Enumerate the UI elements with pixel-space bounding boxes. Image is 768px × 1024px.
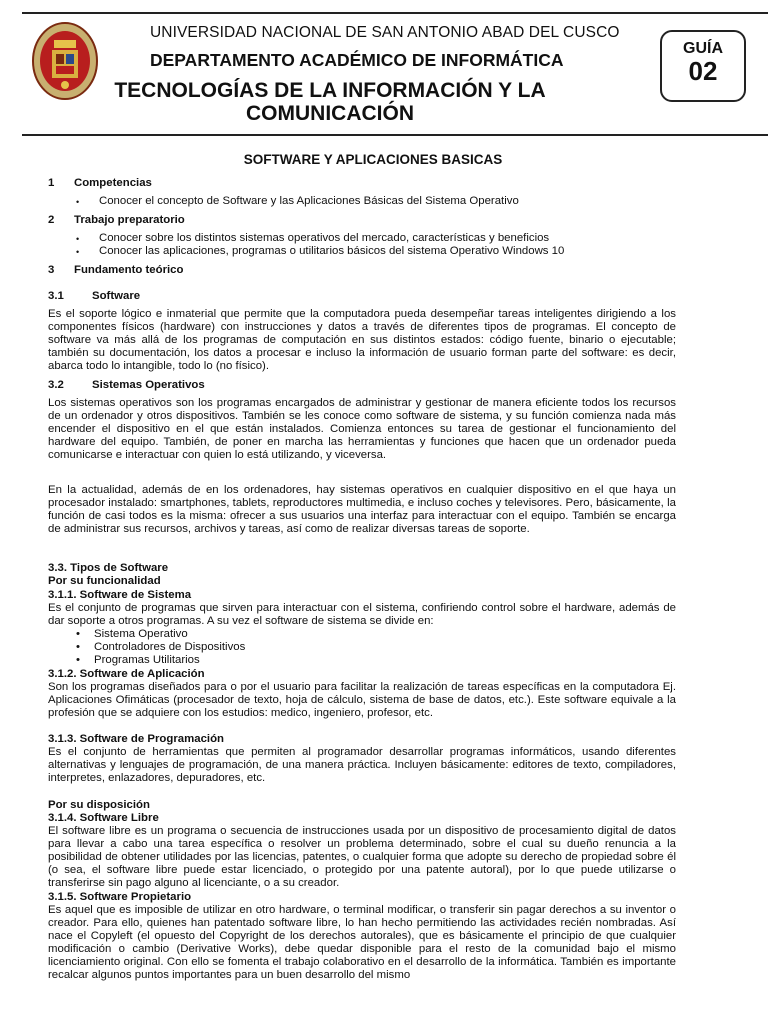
guide-number: 02 bbox=[688, 56, 718, 86]
system-software-paragraph: Es el conjunto de programas que sirven para interactuar con el sistema, confiriendo control sobre el hardware, además de dar soporte a otros programas. A su vez el software de sistema se divide en: bbox=[48, 602, 676, 627]
section-3-1-title: Software bbox=[92, 290, 141, 302]
bullet-icon: • bbox=[76, 234, 80, 244]
section-3-1-4-title: 3.1.4. Software Libre bbox=[48, 812, 159, 824]
bullet-icon: • bbox=[76, 628, 80, 640]
bullet-icon: • bbox=[76, 247, 80, 257]
university-name: UNIVERSIDAD NACIONAL DE SAN ANTONIO ABAD DEL CUSCO bbox=[150, 24, 620, 41]
os-paragraph-1: Los sistemas operativos son los programas encargados de administrar y gestionar de manera eficiente todos los recursos de un ordenador y otros dispositivos. También se les conoce como software de sistema, y su función comienza nada más encender el dispositivo en el que están instalados. Comienza entonces su tarea de gestionar el funcionamiento del hardware del equipo. También, de poner en marcha las herramientas y funciones que hacen que un ordenador pueda comunicarse e interactuar con quien lo está utilizando, y viceversa. bbox=[48, 397, 676, 461]
section-2-title: Trabajo preparatorio bbox=[74, 214, 185, 226]
bullet-icon: • bbox=[76, 197, 80, 207]
section-3-2-title: Sistemas Operativos bbox=[92, 379, 205, 391]
section-3-number: 3 bbox=[48, 264, 55, 276]
section-3-1-1-title: 3.1.1. Software de Sistema bbox=[48, 589, 192, 601]
system-software-item: Sistema Operativo bbox=[94, 628, 188, 640]
document-title: SOFTWARE Y APLICACIONES BASICAS bbox=[243, 152, 503, 167]
section-3-1-2-title: 3.1.2. Software de Aplicación bbox=[48, 668, 205, 680]
department-name: DEPARTAMENTO ACADÉMICO DE INFORMÁTICA bbox=[150, 50, 564, 70]
university-seal-icon bbox=[32, 22, 98, 100]
section-1-item: Conocer el concepto de Software y las Aplicaciones Básicas del Sistema Operativo bbox=[99, 195, 519, 207]
bullet-icon: • bbox=[76, 654, 80, 666]
software-paragraph: Es el soporte lógico e inmaterial que permite que la computadora pueda desempeñar tareas inteligentes dirigiendo a los componentes físicos (hardware) con instrucciones y datos a través de diferentes tipos de programas. El concepto de software va más allá de los programas de computación en sus distintos estados: código fuente, binario o ejecutable; también su documentación, los datos a procesar e incluso la información de usuario forman parte del software: es decir, abarca todo lo intangible, todo lo (no físico). bbox=[48, 308, 676, 372]
free-software-paragraph: El software libre es un programa o secuencia de instrucciones usada por un dispositivo de procesamiento digital de datos para llevar a cabo una tarea específica o resolver un problema determinado, sobre el cual su dueño renuncia a la posibilidad de obtener utilidades por las licencias, patentes, o cualquier forma que adopte su derecho de propiedad sobre él (o sea, el software libre puede estar licenciado, o protegido por una patente autoral), por lo que puede utilizarse o transferirse sin pago alguno al licenciante, o a su creador. bbox=[48, 825, 676, 889]
section-2-item: Conocer sobre los distintos sistemas operativos del mercado, características y beneficios bbox=[99, 232, 550, 244]
section-3-3-title: 3.3. Tipos de Software bbox=[48, 562, 169, 574]
course-title-line2: COMUNICACIÓN bbox=[246, 102, 414, 125]
system-software-item: Controladores de Dispositivos bbox=[94, 641, 246, 653]
bullet-icon: • bbox=[76, 641, 80, 653]
os-paragraph-2: En la actualidad, además de en los ordenadores, hay sistemas operativos en cualquier dispositivo en el que haya un procesador instalado: smartphones, tablets, reproductores multimedia, e incluso coches y televisores. Pero, básicamente, la función de casi todos es la misma: ofrecer a sus usuarios una interfaz para interactuar con el equipo. También se encarga de administrar sus recursos, archivos y tareas, así como de realizar diversas tareas de soporte. bbox=[48, 484, 676, 535]
functionality-subheading: Por su funcionalidad bbox=[48, 575, 161, 587]
section-3-title: Fundamento teórico bbox=[74, 264, 184, 276]
section-2-number: 2 bbox=[48, 214, 55, 226]
application-software-paragraph: Son los programas diseñados para o por el usuario para facilitar la realización de tareas específicas en la computadora Ej. Aplicaciones Ofimáticas (procesador de texto, hoja de cálculo, sistema de base de datos, etc.). Este software equivale a la profesión que se adquiere con los estudios: medico, ingeniero, profesor, etc. bbox=[48, 681, 676, 719]
proprietary-software-paragraph: Es aquel que es imposible de utilizar en otro hardware, o terminal modificar, o transferir sin pagar derechos a su inventor o creador. Para ello, quienes han patentado software libre, lo han hecho permitiendo las actividades recién nombradas. Así nace el Copyleft (el opuesto del Copyright de los derechos autorales), que es básicamente el principio de que cualquier modificación o cambio (Derivative Works), debe quedar disponible para el resto de la comunidad bajo el mismo licenciamiento original. Con ello se fomenta el trabajo colaborativo en el desarrollo de la informática. También es importante recalcar algunos puntos importantes para un buen desarrollo del mismo bbox=[48, 904, 676, 981]
header-bottom-rule bbox=[22, 134, 768, 136]
section-3-1-number: 3.1 bbox=[48, 290, 64, 302]
guide-badge bbox=[660, 30, 746, 102]
section-3-1-5-title: 3.1.5. Software Propietario bbox=[48, 891, 192, 903]
header-top-rule bbox=[22, 12, 768, 14]
section-2-item: Conocer las aplicaciones, programas o utilitarios básicos del sistema Operativo Windows 10 bbox=[99, 245, 565, 257]
programming-software-paragraph: Es el conjunto de herramientas que permiten al programador desarrollar programas informáticos, usando diferentes alternativas y lenguajes de programación, de una manera práctica. Incluyen básicamente: editores de texto, compiladores, interpretes, enlazadores, depuradores, etc. bbox=[48, 746, 676, 784]
guide-label: GUÍA bbox=[683, 40, 723, 57]
disposition-subheading: Por su disposición bbox=[48, 799, 150, 811]
course-title-line1: TECNOLOGÍAS DE LA INFORMACIÓN Y LA bbox=[114, 79, 546, 102]
section-3-1-3-title: 3.1.3. Software de Programación bbox=[48, 733, 224, 745]
system-software-item: Programas Utilitarios bbox=[94, 654, 200, 666]
section-1-title: Competencias bbox=[74, 177, 152, 189]
section-1-number: 1 bbox=[48, 177, 55, 189]
section-3-2-number: 3.2 bbox=[48, 379, 64, 391]
